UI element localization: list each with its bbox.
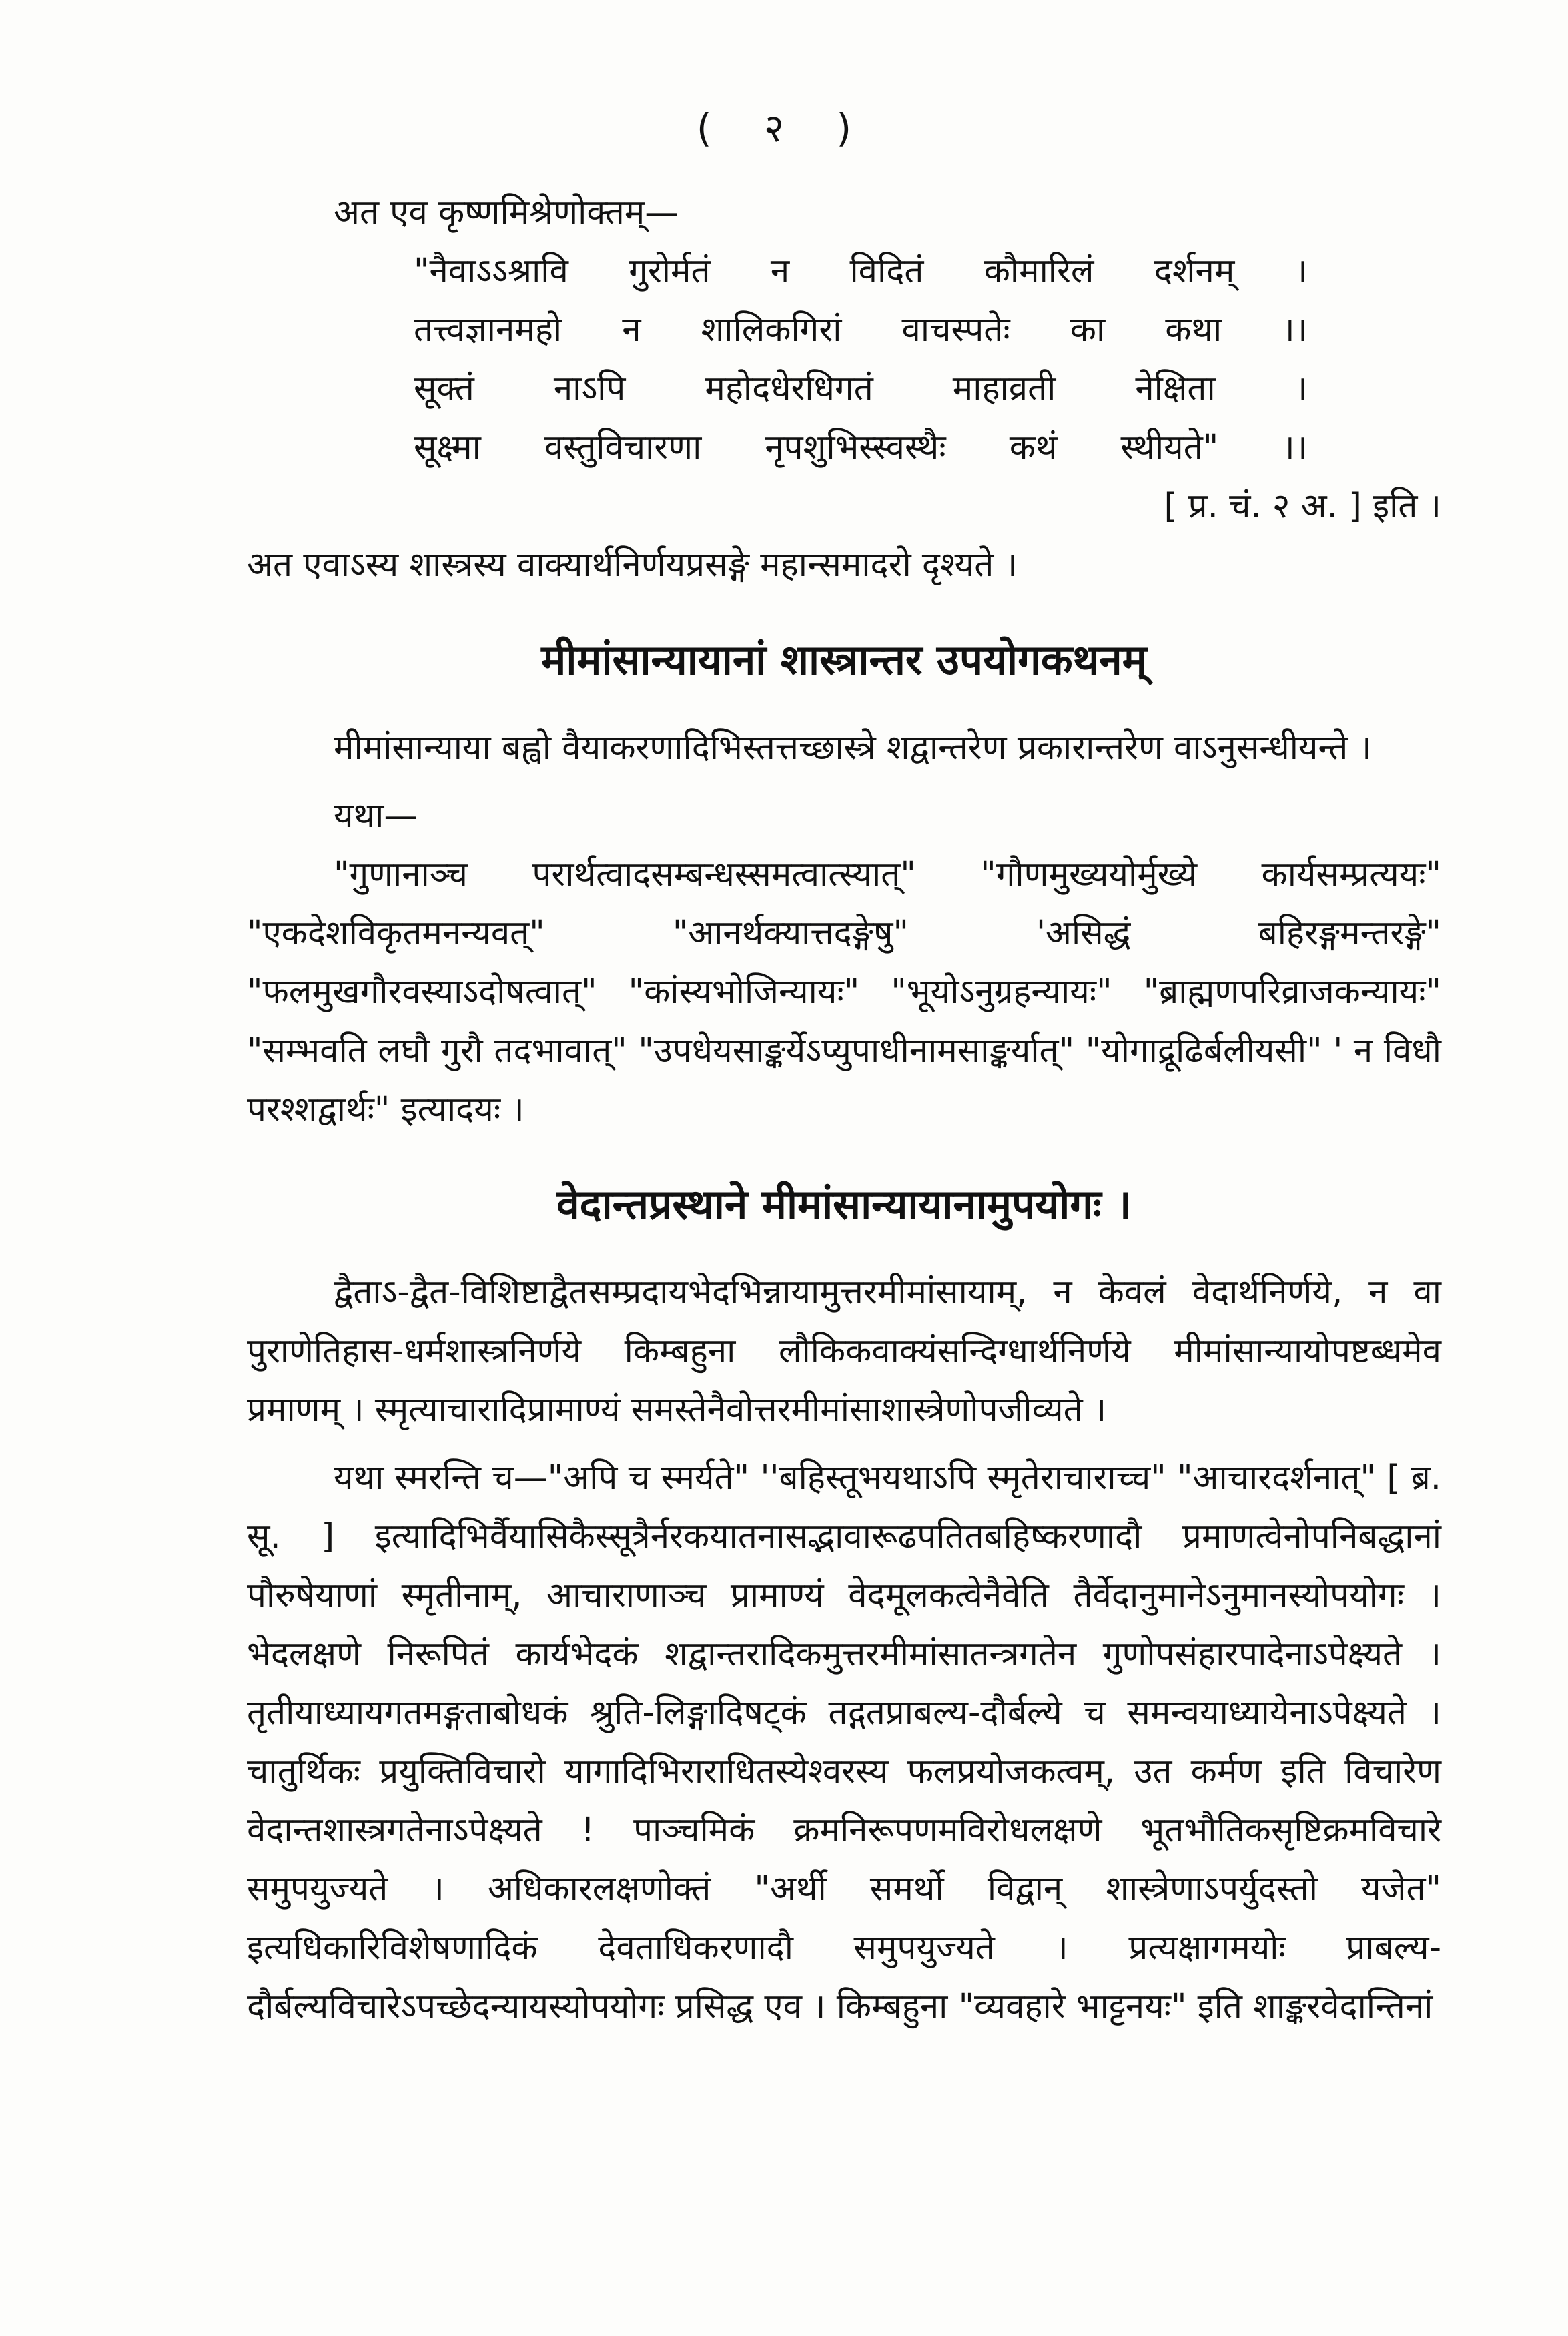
paragraph: यथा स्मरन्ति च—"अपि च स्मर्यते" ''बहिस्तूभयथाऽपि स्मृतेराचाराच्च" "आचारदर्शनात्" [ ब्र. सू. ] इत्यादिभिर्वैयासिकैस्सूत्रैर्नरकयातनासद्भावारूढपतितबहिष्करणादौ प्रमाणत्वेनोपनिबद्धानां पौरुषेयाणां स्मृतीनाम्, आचाराणाञ्च प्रामाण्यं वेदमूलकत्वेनैवेति तैर्वेदानुमानेऽनुमानस्योपयोगः । भेदलक्षणे निरूपितं कार्यभेदकं शद्वान्तरादिकमुत्तरमीमांसातन्त्रगतेन गुणोपसंहारपादेनाऽपेक्ष्यते । तृतीयाध्यायगतमङ्गताबोधकं श्रुति-लिङ्गादिषट्कं तद्गतप्राबल्य-दौर्बल्ये च समन्वयाध्यायेनाऽपेक्ष्यते । चातुर्थिकः प्रयुक्तिविचारो यागादिभिराराधितस्येश्वरस्य फलप्रयोजकत्वम्, उत कर्मण इति विचारेण वेदान्तशास्त्रगतेनाऽपेक्ष्यते ! पाञ्चमिकं क्रमनिरूपणमविरोधलक्षणे भूतभौतिकसृष्टिक्रमविचारे समुपयुज्यते । अधिकारलक्षणोक्तं "अर्थी समर्थो विद्वान् शास्त्रेणाऽपर्युदस्तो यजेत" इत्यधिकारिविशेषणादिकं देवताधिकरणादौ समुपयुज्यते । प्रत्यक्षागमयोः प्राबल्य-दौर्बल्यविचारेऽपच्छेदन्यायस्योपयोगः प्रसिद्ध एव । किम्बहुना "व्यवहारे भाट्टनयः" इति शाङ्करवेदान्तिनां	[247, 1458, 1441, 2026]
verse-line: "नैवाऽऽश्रावि गुरोर्मतं न विदितं कौमारिलं दर्शनम् ।	[414, 252, 1308, 291]
verse-block	[414, 242, 1441, 477]
section-heading: मीमांसान्यायानां शास्त्रान्तर उपयोगकथनम्	[541, 635, 1147, 684]
paragraph: मीमांसान्याया बह्वो वैयाकरणादिभिस्तत्तच्छास्त्रे शद्वान्तरेण प्रकारान्तरेण वाऽनुसन्धीयन्ते ।	[334, 728, 1372, 768]
page-body	[247, 184, 1441, 2036]
page-number: ( २ )	[696, 105, 872, 151]
paragraph: "गुणानाञ्च परार्थत्वादसम्बन्धस्समत्वात्स्यात्" "गौणमुख्ययोर्मुख्ये कार्यसम्प्रत्ययः" "एकदेशविकृतमनन्यवत्" "आनर्थक्यात्तदङ्गेषु" 'असिद्धं बहिरङ्गमन्तरङ्गे" "फलमुखगौरवस्याऽदोषत्वात्" "कांस्यभोजिन्यायः" "भूयोऽनुग्रहन्यायः" "ब्राह्मणपरिव्राजकन्यायः" "सम्भवति लघौ गुरौ तदभावात्" "उपधेयसाङ्कर्येऽप्युपाधीनामसाङ्कर्यात्" "योगाद्रूढिर्बलीयसी" ' न विधौ परश्शद्वार्थः" इत्यादयः ।	[247, 855, 1441, 1129]
verse-line: सूक्तं नाऽपि महोदधेरधिगतं माहाव्रती नेक्षिता ।	[414, 369, 1308, 408]
example-label: यथा—	[334, 796, 418, 836]
paragraph: द्वैताऽ-द्वैत-विशिष्टाद्वैतसम्प्रदायभेदभिन्नायामुत्तरमीमांसायाम्, न केवलं वेदार्थनिर्णये, न वा पुराणेतिहास-धर्मशास्त्रनिर्णये किम्बहुना लौकिकवाक्यंसन्दिग्धार्थनिर्णये मीमांसान्यायोपष्टब्धमेव प्रमाणम् । स्मृत्याचारादिप्रामाण्यं समस्तेनैवोत्तरमीमांसाशास्त्रेणोपजीव्यते ।	[247, 1273, 1441, 1430]
verse-line: तत्त्वज्ञानमहो न शालिकगिरां वाचस्पतेः का कथा ।।	[414, 310, 1308, 350]
quote-intro: अत एव कृष्णमिश्रेणोक्तम्—	[334, 193, 679, 232]
section-heading: वेदान्तप्रस्थाने मीमांसान्यायानामुपयोगः ।	[556, 1180, 1132, 1229]
verse-line: सूक्ष्मा वस्तुविचारणा नृपशुभिस्स्वस्थैः कथं स्थीयते" ।।	[414, 428, 1308, 467]
verse-reference: [ प्र. चं. २ अ. ] इति ।	[1164, 487, 1441, 526]
paragraph: अत एवाऽस्य शास्त्रस्य वाक्यार्थनिर्णयप्रसङ्गे महान्समादरो दृश्यते ।	[247, 545, 1018, 585]
